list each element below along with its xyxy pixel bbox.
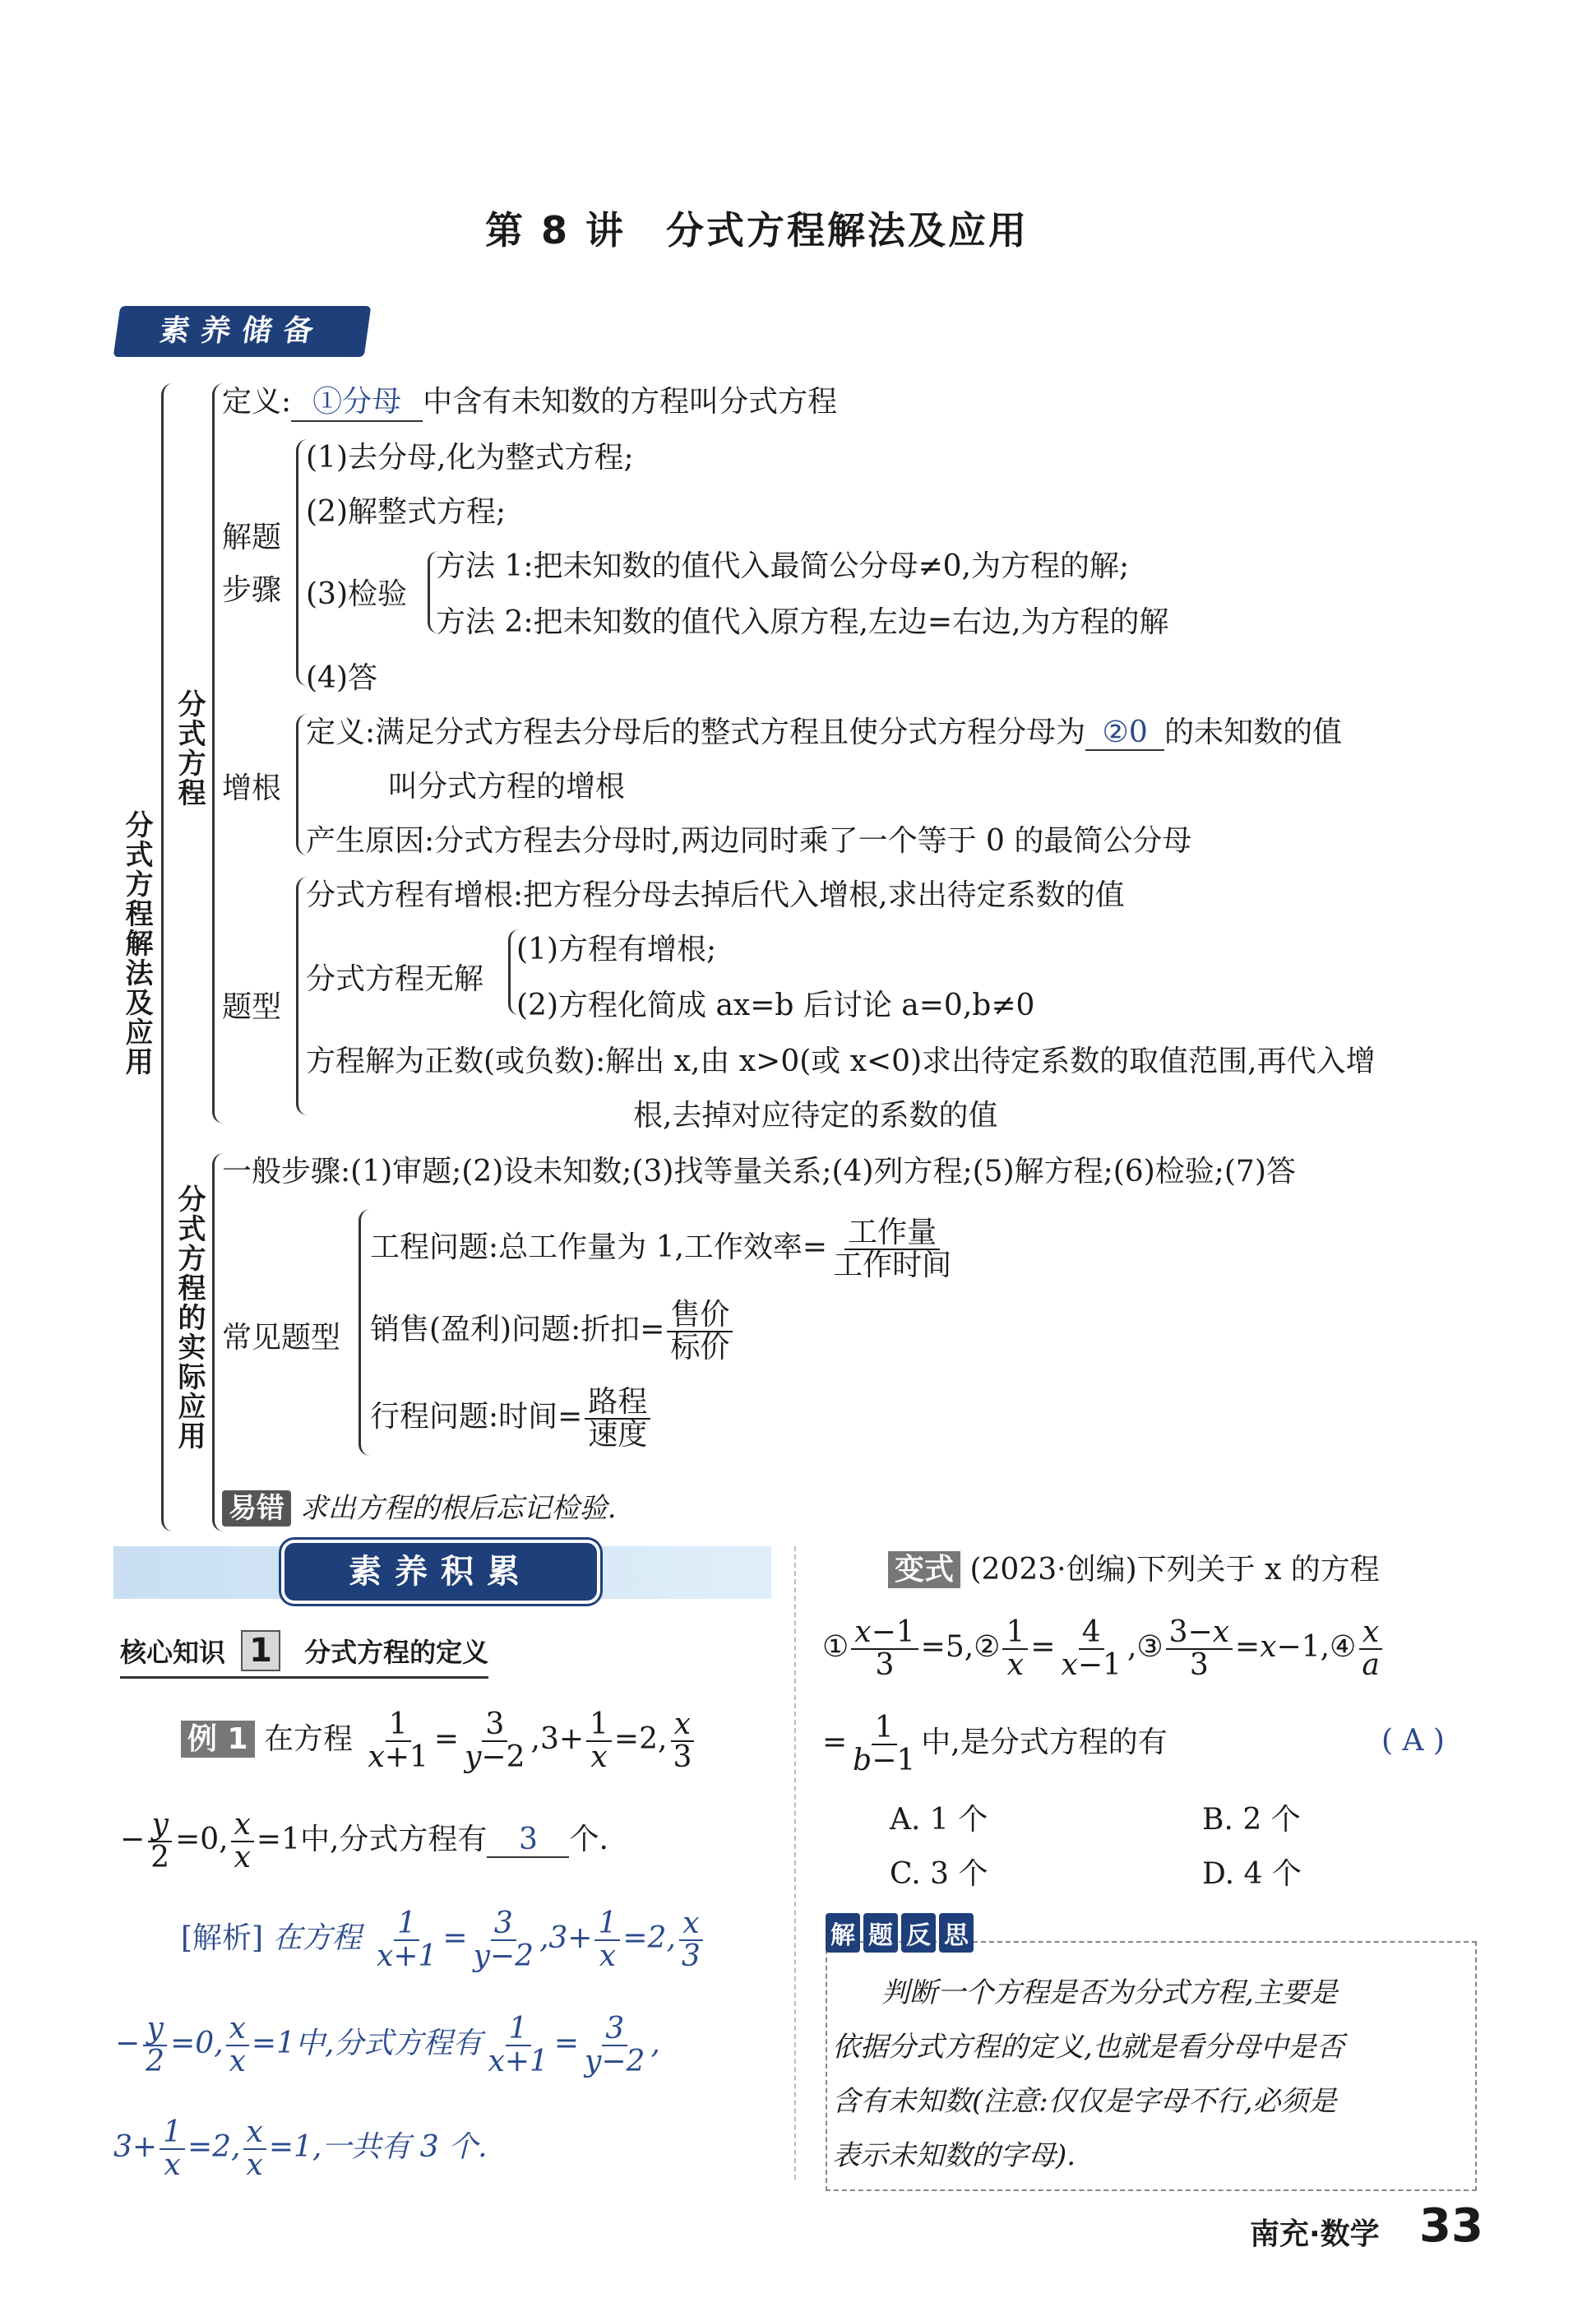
analysis: [解析] 在方程 $\frac{1}{x+1}$ = $\frac{3}{y-2}$ ,3+ $\frac{1}{x}$ =2, $\frac{x}{3}$ bbox=[181, 1908, 706, 1972]
general-steps: 一般步骤:(1)审题;(2)设未知数;(3)找等量关系;(4)列方程;(5)解方程;(6)检验;(7)答 bbox=[222, 1155, 1296, 1188]
section-banner-suyang-jilei: 素养积累 bbox=[285, 1543, 597, 1601]
step-3: (3)检验 bbox=[306, 577, 407, 611]
common-brace bbox=[359, 1209, 371, 1456]
analysis-line2: − $\frac{y}{2}$ =0, $\frac{x}{x}$ =1中,分式方程有 $\frac{1}{x+1}$ = $\frac{3}{y-2}$ , bbox=[115, 2012, 660, 2078]
core-number: 1 bbox=[241, 1630, 280, 1671]
method-2: 方法 2:把未知数的值代入原方程,左边=右边,为方程的解 bbox=[436, 605, 1169, 639]
xingcheng-problem: 行程问题:时间= $\frac{\text{路程}}{\text{速度}}$ bbox=[370, 1387, 653, 1451]
example-answer: 3 bbox=[487, 1823, 569, 1858]
gongcheng-problem: 工程问题:总工作量为 1,工作效率= $\frac{\text{工作量}}{\text{工作时间}}$ bbox=[370, 1217, 957, 1281]
zenggen-blank: ②0 bbox=[1085, 716, 1164, 751]
eq1-rhs: $\frac{3}{y-2}$ bbox=[465, 1707, 525, 1774]
eq3b: $\frac{y}{2}$ bbox=[147, 1809, 173, 1874]
example-tag: 例 1 bbox=[181, 1721, 255, 1758]
eq4: $\frac{x}{x}$ bbox=[231, 1809, 254, 1874]
method-1: 方法 1:把未知数的值代入最简公分母≠0,为方程的解; bbox=[436, 549, 1130, 583]
page-title: 第 8 讲 分式方程解法及应用 bbox=[485, 208, 1029, 253]
step-1: (1)去分母,化为整式方程; bbox=[306, 441, 634, 475]
example-1-line2: − $\frac{y}{2}$ =0, $\frac{x}{x}$ =1中,分式方程有 3 个. bbox=[120, 1808, 608, 1874]
core-knowledge-header: 核心知识 1 分式方程的定义 bbox=[120, 1630, 488, 1679]
section-banner-suyang-chubei: 素养储备 bbox=[113, 306, 372, 357]
tixing-3a: 方程解为正数(或负数):解出 x,由 x>0(或 x<0)求出待定系数的取值范围,再代入增 bbox=[306, 1045, 1376, 1078]
eq3: $\frac{x}{3}$ bbox=[669, 1709, 695, 1773]
analysis-tag: [解析] bbox=[181, 1920, 264, 1955]
tixing-1: 分式方程有增根:把方程分母去掉后代入增根,求出待定系数的值 bbox=[306, 878, 1125, 912]
step-2: (2)解整式方程; bbox=[306, 495, 507, 529]
example-1: 例 1 在方程 $\frac{1}{x+1}$ = $\frac{3}{y-2}$ ,3+ $\frac{1}{x}$ =2, $\frac{x}{3}$ bbox=[181, 1709, 697, 1773]
def-line: 定义: ①分母 中含有未知数的方程叫分式方程 bbox=[222, 378, 837, 422]
steps-label: 解题 步骤 bbox=[222, 521, 282, 607]
tixing-2b: (2)方程化简成 ax=b 后讨论 a=0,b≠0 bbox=[516, 989, 1035, 1022]
time-fraction: $\frac{\text{路程}}{\text{速度}}$ bbox=[585, 1387, 650, 1451]
eq2: $\frac{1}{x}$ bbox=[586, 1709, 612, 1773]
tixing-2a: (1)方程有增根; bbox=[516, 933, 717, 966]
steps-brace bbox=[296, 439, 308, 686]
def-blank: ①分母 bbox=[291, 378, 423, 422]
zenggen-label: 增根 bbox=[222, 771, 282, 805]
reflection-text: 判断一个方程是否为分式方程,主要是 依据分式方程的定义,也就是看分母中是否 含有未知数(注意:仅仅是字母不行,必须是 表示未知数的字母). bbox=[832, 1976, 1344, 2172]
variant: 变式 (2023·创编)下列关于 x 的方程 bbox=[888, 1546, 1380, 1588]
xiaoshou-problem: 销售(盈利)问题:折扣= $\frac{\text{售价}}{\text{标价}}$ bbox=[370, 1300, 735, 1364]
yicuo-line: 易错 求出方程的根后忘记检验. bbox=[222, 1485, 617, 1526]
variant-answer: ( A ) bbox=[1381, 1724, 1445, 1758]
zenggen-def-cont: 叫分式方程的增根 bbox=[388, 770, 626, 804]
step-4: (4)答 bbox=[306, 661, 377, 695]
mindmap-root-label: 分式方程解法及应用 bbox=[120, 810, 153, 1077]
eq1: $\frac{1}{x+1}$ bbox=[368, 1707, 428, 1774]
branch-label-shiji-yingyong: 分式方程的实际应用 bbox=[173, 1184, 206, 1451]
option-d: D. 4 个 bbox=[1202, 1857, 1302, 1891]
option-b: B. 2 个 bbox=[1202, 1803, 1301, 1837]
page-number: 33 bbox=[1419, 2199, 1483, 2253]
efficiency-fraction: $\frac{\text{工作量}}{\text{工作时间}}$ bbox=[833, 1216, 952, 1282]
option-a: A. 1 个 bbox=[890, 1803, 988, 1837]
yicuo-tag: 易错 bbox=[222, 1490, 291, 1527]
variant-line3: = $\frac{1}{b-1}$ 中,是分式方程的有 bbox=[822, 1711, 1168, 1777]
option-c: C. 3 个 bbox=[890, 1857, 988, 1891]
tixing-label: 题型 bbox=[222, 990, 282, 1024]
branch-label-fenshi-fangcheng: 分式方程 bbox=[173, 689, 206, 808]
zenggen-def: 定义:满足分式方程去分母后的整式方程且使分式方程分母为 ②0 的未知数的值 bbox=[306, 716, 1343, 749]
zenggen-reason: 产生原因:分式方程去分母时,两边同时乘了一个等于 0 的最简公分母 bbox=[306, 824, 1192, 858]
variant-tag: 变式 bbox=[888, 1551, 960, 1588]
footer-label: 南充·数学 bbox=[1250, 2217, 1380, 2251]
reflection-header: 解 题 反 思 bbox=[826, 1913, 974, 1953]
tixing-3b: 根,去掉对应待定的系数的值 bbox=[633, 1099, 998, 1133]
tixing-2-label: 分式方程无解 bbox=[306, 962, 484, 996]
discount-fraction: $\frac{\text{售价}}{\text{标价}}$ bbox=[667, 1300, 733, 1364]
column-divider bbox=[794, 1546, 796, 2180]
variant-equations: ① $\frac{x-1}{3}$ =5,② $\frac{1}{x}$ = $\frac{4}{x-1}$ ,③ $\frac{3-x}{3}$ =x−1,④ $\frac{x}{a}$ bbox=[822, 1617, 1386, 1681]
common-types-label: 常见题型 bbox=[222, 1321, 341, 1355]
analysis-line3: 3+ $\frac{1}{x}$ =2, $\frac{x}{x}$ =1,一共有 3 个. bbox=[113, 2115, 488, 2182]
